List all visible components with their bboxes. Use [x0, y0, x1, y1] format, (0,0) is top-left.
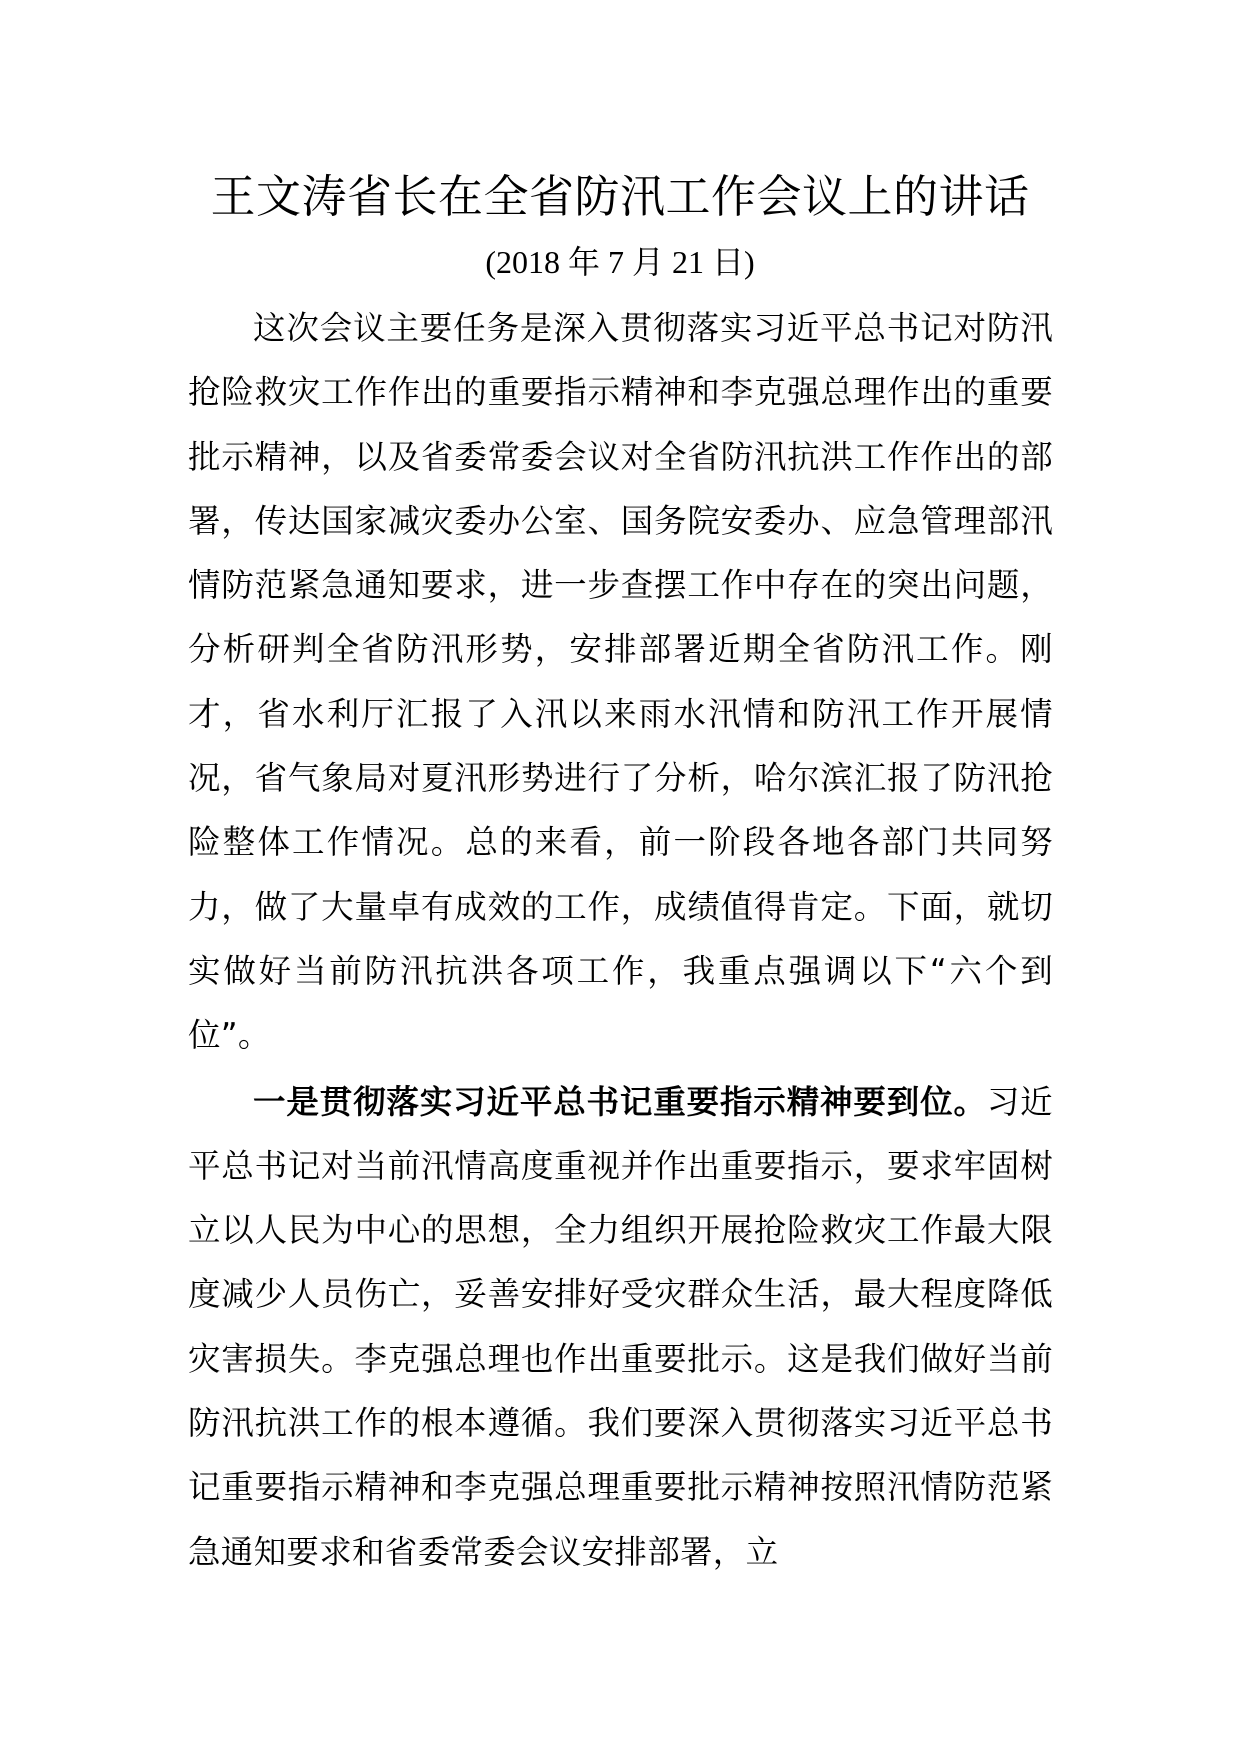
document-date: (2018 年 7 月 21 日) [485, 244, 755, 280]
paragraph-text: 习近平总书记对当前汛情高度重视并作出重要指示，要求牢固树立以人民为中心的思想，全力组织开展抢险救灾工作最大限度减少人员伤亡，妥善安排好受灾群众生活，最大程度降低灾害损失。李克强总理也作出重要批示。这是我们做好当前防汛抗洪工作的根本遵循。我们要深入贯彻落实习近平总书记重要指示精神和李克强总理重要批示精神按照汛情防范紧急通知要求和省委常委会议安排部署，立 [188, 1082, 1053, 1571]
paragraph-intro [188, 296, 1053, 1068]
document-title: 王文涛省长在全省防汛工作会议上的讲话 [210, 170, 1030, 223]
paragraph-point-one [188, 1070, 1053, 1584]
document-body [188, 296, 1053, 1586]
paragraph-lead-heading: 一是贯彻落实习近平总书记重要指示精神要到位。 [253, 1082, 987, 1121]
paragraph-text: 这次会议主要任务是深入贯彻落实习近平总书记对防汛抢险救灾工作作出的重要指示精神和李克强总理作出的重要批示精神，以及省委常委会议对全省防汛抗洪工作作出的部署，传达国家减灾委办公室、国务院安委办、应急管理部汛情防范紧急通知要求，进一步查摆工作中存在的突出问题，分析研判全省防汛形势，安排部署近期全省防汛工作。刚才，省水利厅汇报了入汛以来雨水汛情和防汛工作开展情况，省气象局对夏汛形势进行了分析，哈尔滨汇报了防汛抢险整体工作情况。总的来看，前一阶段各地各部门共同努力，做了大量卓有成效的工作，成绩值得肯定。下面，就切实做好当前防汛抗洪各项工作，我重点强调以下“六个到位”。 [188, 309, 1053, 1055]
